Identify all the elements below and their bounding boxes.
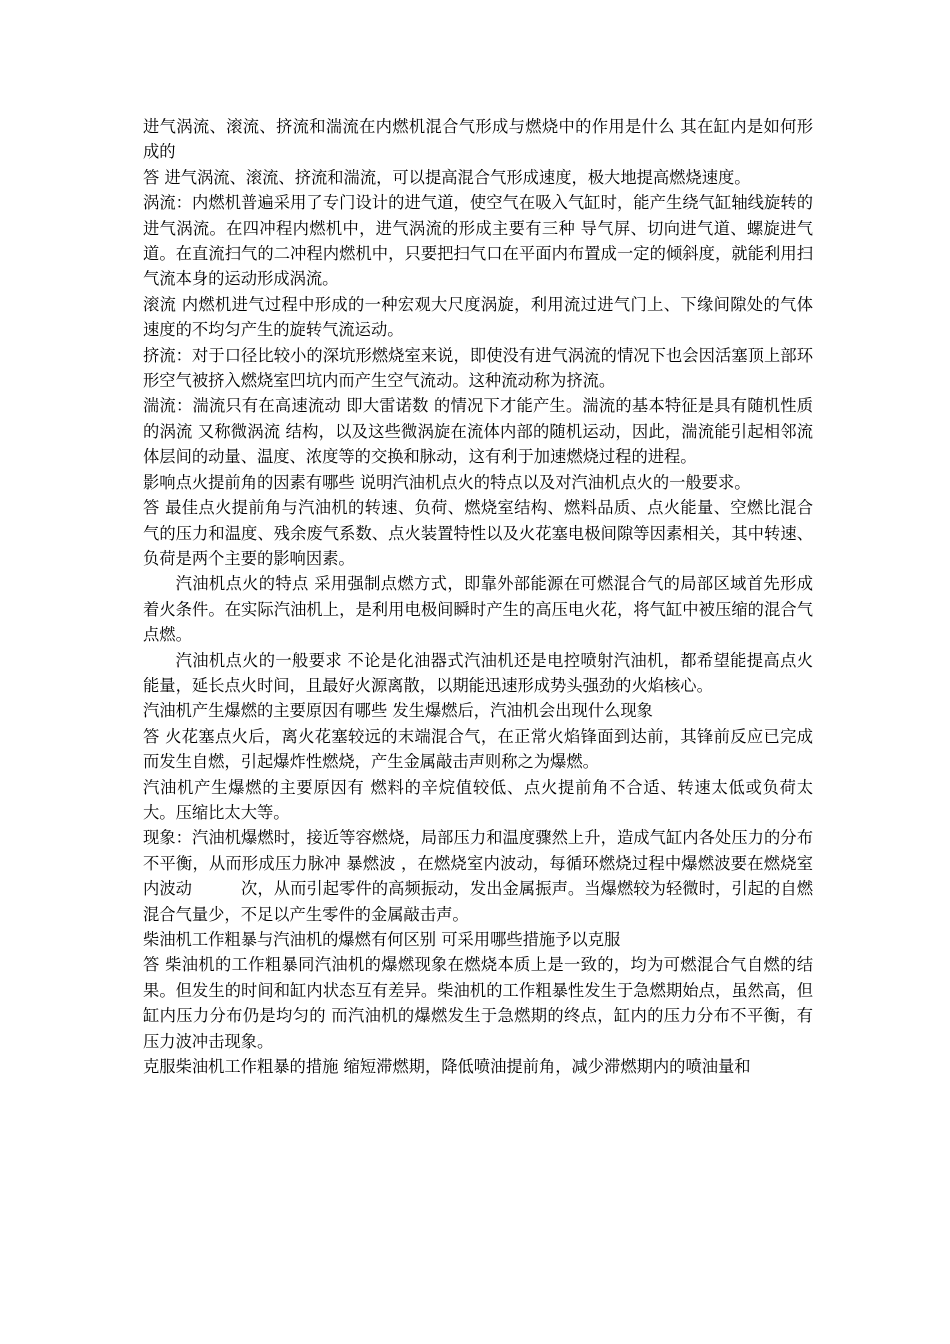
document-body — [143, 114, 813, 1079]
answer-paragraph: 答 火花塞点火后，离火花塞较远的末端混合气，在正常火焰锋面到达前，其锋前反应已完成而发生自燃，引起爆炸性燃烧，产生金属敲击声则称之为爆燃。 — [143, 726, 813, 772]
answer-paragraph: 答 柴油机的工作粗暴同汽油机的爆燃现象在燃烧本质上是一致的，均为可燃混合气自燃的结果。但发生的时间和缸内状态互有差异。柴油机的工作粗暴性发生于急燃期始点，虽然高，但缸内压力分布仍是均匀的 而汽油机的爆燃发生于急燃期的终点，缸内的压力分布不平衡，有压力波冲击现象。 — [143, 955, 813, 1051]
body-paragraph: 挤流：对于口径比较小的深坑形燃烧室来说，即使没有进气涡流的情况下也会因活塞顶上部环形空气被挤入燃烧室凹坑内而产生空气流动。这种流动称为挤流。 — [143, 345, 813, 391]
question-heading: 进气涡流、滚流、挤流和湍流在内燃机混合气形成与燃烧中的作用是什么 其在缸内是如何形成的 — [143, 117, 813, 162]
body-paragraph: 涡流：内燃机普遍采用了专门设计的进气道，使空气在吸入气缸时，能产生绕气缸轴线旋转的进气涡流。在四冲程内燃机中，进气涡流的形成主要有三种 导气屏、切向进气道、螺旋进气道。在直流扫气的二冲程内燃机中，只要把扫气口在平面内布置成一定的倾斜度，就能利用扫气流本身的运动形成涡流。 — [143, 193, 813, 289]
body-paragraph: 克服柴油机工作粗暴的措施 缩短滞燃期，降低喷油提前角，减少滞燃期内的喷油量和 — [143, 1057, 751, 1077]
answer-paragraph: 答 最佳点火提前角与汽油机的转速、负荷、燃烧室结构、燃料品质、点火能量、空燃比混合气的压力和温度、残余废气系数、点火装置特性以及火花塞电极间隙等因素相关，其中转速、负荷是两个主要的影响因素。 — [143, 498, 813, 568]
body-paragraph: 汽油机产生爆燃的主要原因有 燃料的辛烷值较低、点火提前角不合适、转速太低或负荷太大。压缩比太大等。 — [143, 777, 813, 822]
question-heading: 柴油机工作粗暴与汽油机的爆燃有何区别 可采用哪些措施予以克服 — [143, 930, 621, 949]
question-heading: 汽油机产生爆燃的主要原因有哪些 发生爆燃后，汽油机会出现什么现象 — [143, 701, 653, 721]
body-paragraph: 滚流 内燃机进气过程中形成的一种宏观大尺度涡旋，利用流过进气门上、下缘间隙处的气体速度的不均匀产生的旋转气流运动。 — [143, 294, 813, 340]
question-heading: 影响点火提前角的因素有哪些 说明汽油机点火的特点以及对汽油机点火的一般要求。 — [143, 472, 751, 492]
body-paragraph: 湍流：湍流只有在高速流动 即大雷诺数 的情况下才能产生。湍流的基本特征是具有随机性质的涡流 又称微涡流 结构，以及这些微涡旋在流体内部的随机运动，因此，湍流能引起相邻流体层间的动量、温度、浓度等的交换和脉动，这有利于加速燃烧过程的进程。 — [143, 396, 813, 467]
body-paragraph: 现象：汽油机爆燃时，接近等容燃烧，局部压力和温度骤然上升，造成气缸内各处压力的分布不平衡，从而形成压力脉冲 暴燃波 ，在燃烧室内波动，每循环燃烧过程中爆燃波要在燃烧室内波动 次，从而引起零件的高频振动，发出金属振声。当爆燃较为轻微时，引起的自燃混合气量少，不足以产生零件的金属敲击声。 — [143, 828, 813, 924]
answer-paragraph: 答 进气涡流、滚流、挤流和湍流，可以提高混合气形成速度，极大地提高燃烧速度。 — [143, 167, 751, 187]
body-paragraph: 汽油机点火的特点 采用强制点燃方式，即靠外部能源在可燃混合气的局部区域首先形成着火条件。在实际汽油机上，是利用电极间瞬时产生的高压电火花，将气缸中被压缩的混合气点燃。 — [143, 574, 813, 645]
body-paragraph: 汽油机点火的一般要求 不论是化油器式汽油机还是电控喷射汽油机，都希望能提高点火能量，延长点火时间，且最好火源离散，以期能迅速形成势头强劲的火焰核心。 — [143, 650, 813, 695]
